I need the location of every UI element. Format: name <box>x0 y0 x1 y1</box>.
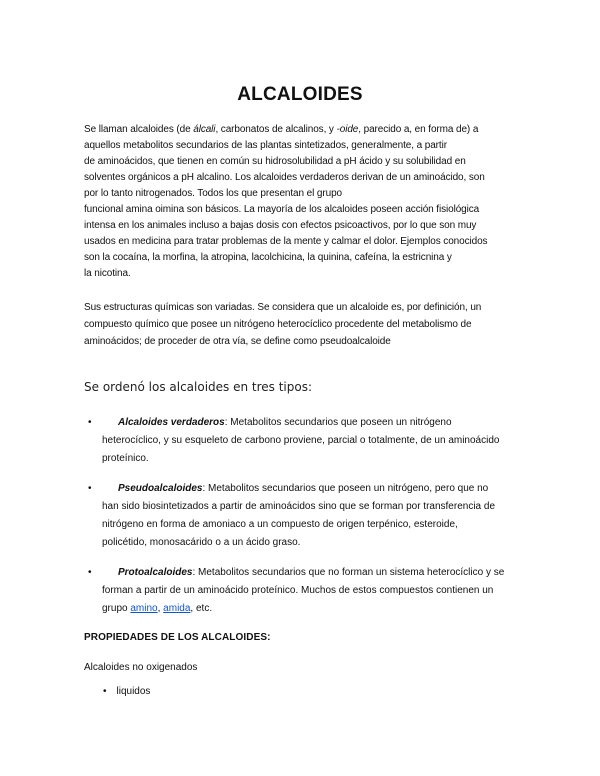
intro-text: , carbonatos de alcalinos, y <box>215 124 337 135</box>
properties-heading: PROPIEDADES DE LOS ALCALOIDES: <box>84 632 271 643</box>
type-line <box>84 600 524 618</box>
amida-link[interactable]: amida <box>163 603 191 614</box>
intro-line: usados en medicina para tratar problemas de la mente y calmar el dolor. Ejemplos conocidos <box>84 236 488 247</box>
bullet-dot: • <box>88 483 92 494</box>
intro-line: funcional amina oimina son básicos. La mayoría de los alcaloides poseen acción fisiológica <box>84 204 480 215</box>
type-item-verdaderos <box>84 414 524 468</box>
structures-line: Sus estructuras químicas son variadas. Se considera que un alcaloide es, por definición, un <box>84 302 482 313</box>
intro-line: de aminoácidos, que tienen en común su hidrosolubilidad a pH ácido y su solubilidad en <box>84 156 466 167</box>
intro-line: intensa en los animales incluso a bajas dosis con efectos psicoactivos, por lo que son muy <box>84 220 477 231</box>
intro-paragraph <box>84 122 524 282</box>
type-first-line <box>84 480 524 498</box>
intro-line: por lo tanto nitrogenados. Todos los que presentan el grupo <box>84 188 342 199</box>
type-line: nitrógeno en forma de amoniaco a un compuesto de origen terpénico, esteroide, <box>102 519 458 530</box>
type-line: han sido biosintetizados a partir de aminoácidos sino que se forman por transferencia de <box>102 501 496 512</box>
type-item-protoalcaloides <box>84 564 524 618</box>
document-title: ALCALOIDES <box>237 84 363 105</box>
type-first-line <box>84 564 524 582</box>
type-text: , <box>157 603 164 614</box>
structures-line: aminoácidos; de proceder de otra vía, se define como pseudoalcaloide <box>84 336 391 347</box>
bullet-dot: • <box>88 417 92 428</box>
intro-italic-alcali: álcali <box>193 124 216 135</box>
type-first-line <box>84 414 524 432</box>
structures-paragraph <box>84 299 524 350</box>
type-line: forman a partir de un aminoácido proteínico. Muchos de estos compuestos contienen un <box>102 585 494 596</box>
type-text: : Metabolitos secundarios que poseen un nitrógeno, pero que no <box>202 483 489 494</box>
type-term: Pseudoalcaloides <box>118 483 203 494</box>
amino-link[interactable]: amino <box>130 603 158 614</box>
intro-line: aquellos metabolitos secundarios de las plantas sintetizados, generalmente, a partir <box>84 140 447 151</box>
types-heading: Se ordenó los alcaloides en tres tipos: <box>84 380 313 394</box>
type-text: : Metabolitos secundarios que no forman un sistema heterocíclico y se <box>192 567 505 578</box>
bullet-dot: • <box>88 567 92 578</box>
type-term: Protoalcaloides <box>118 567 193 578</box>
type-line: proteínico. <box>102 453 149 464</box>
list-item-liquidos <box>103 686 150 697</box>
type-text: : Metabolitos secundarios que poseen un nitrógeno <box>224 417 452 428</box>
type-term: Alcaloides verdaderos <box>118 417 225 428</box>
intro-text: Se llaman alcaloides (de <box>84 124 194 135</box>
bullet-dot: • <box>103 686 107 697</box>
intro-line: la nicotina. <box>84 268 131 279</box>
intro-line: son la cocaína, la morfina, la atropina, lacolchicina, la quinina, cafeína, la estricnina y <box>84 252 452 263</box>
non-oxygenated-label: Alcaloides no oxigenados <box>84 662 198 673</box>
type-text: , etc. <box>190 603 213 614</box>
intro-italic-oide: -oide <box>336 124 359 135</box>
intro-text: , parecido a, en forma de) a <box>358 124 479 135</box>
type-line: policétido, monosacárido o a un ácido graso. <box>102 537 301 548</box>
intro-line: solventes orgánicos a pH alcalino. Los alcaloides verdaderos derivan de un aminoácido, son <box>84 172 485 183</box>
type-text: grupo <box>102 603 131 614</box>
structures-line: compuesto químico que posee un nitrógeno heterocíclico procedente del metabolismo de <box>84 319 472 330</box>
intro-line <box>84 122 524 138</box>
type-item-pseudoalcaloides <box>84 480 524 552</box>
type-line: heterocíclico, y su esqueleto de carbono proviene, parcial o totalmente, de un aminoácido <box>102 435 500 446</box>
list-item-text: liquidos <box>116 686 151 697</box>
